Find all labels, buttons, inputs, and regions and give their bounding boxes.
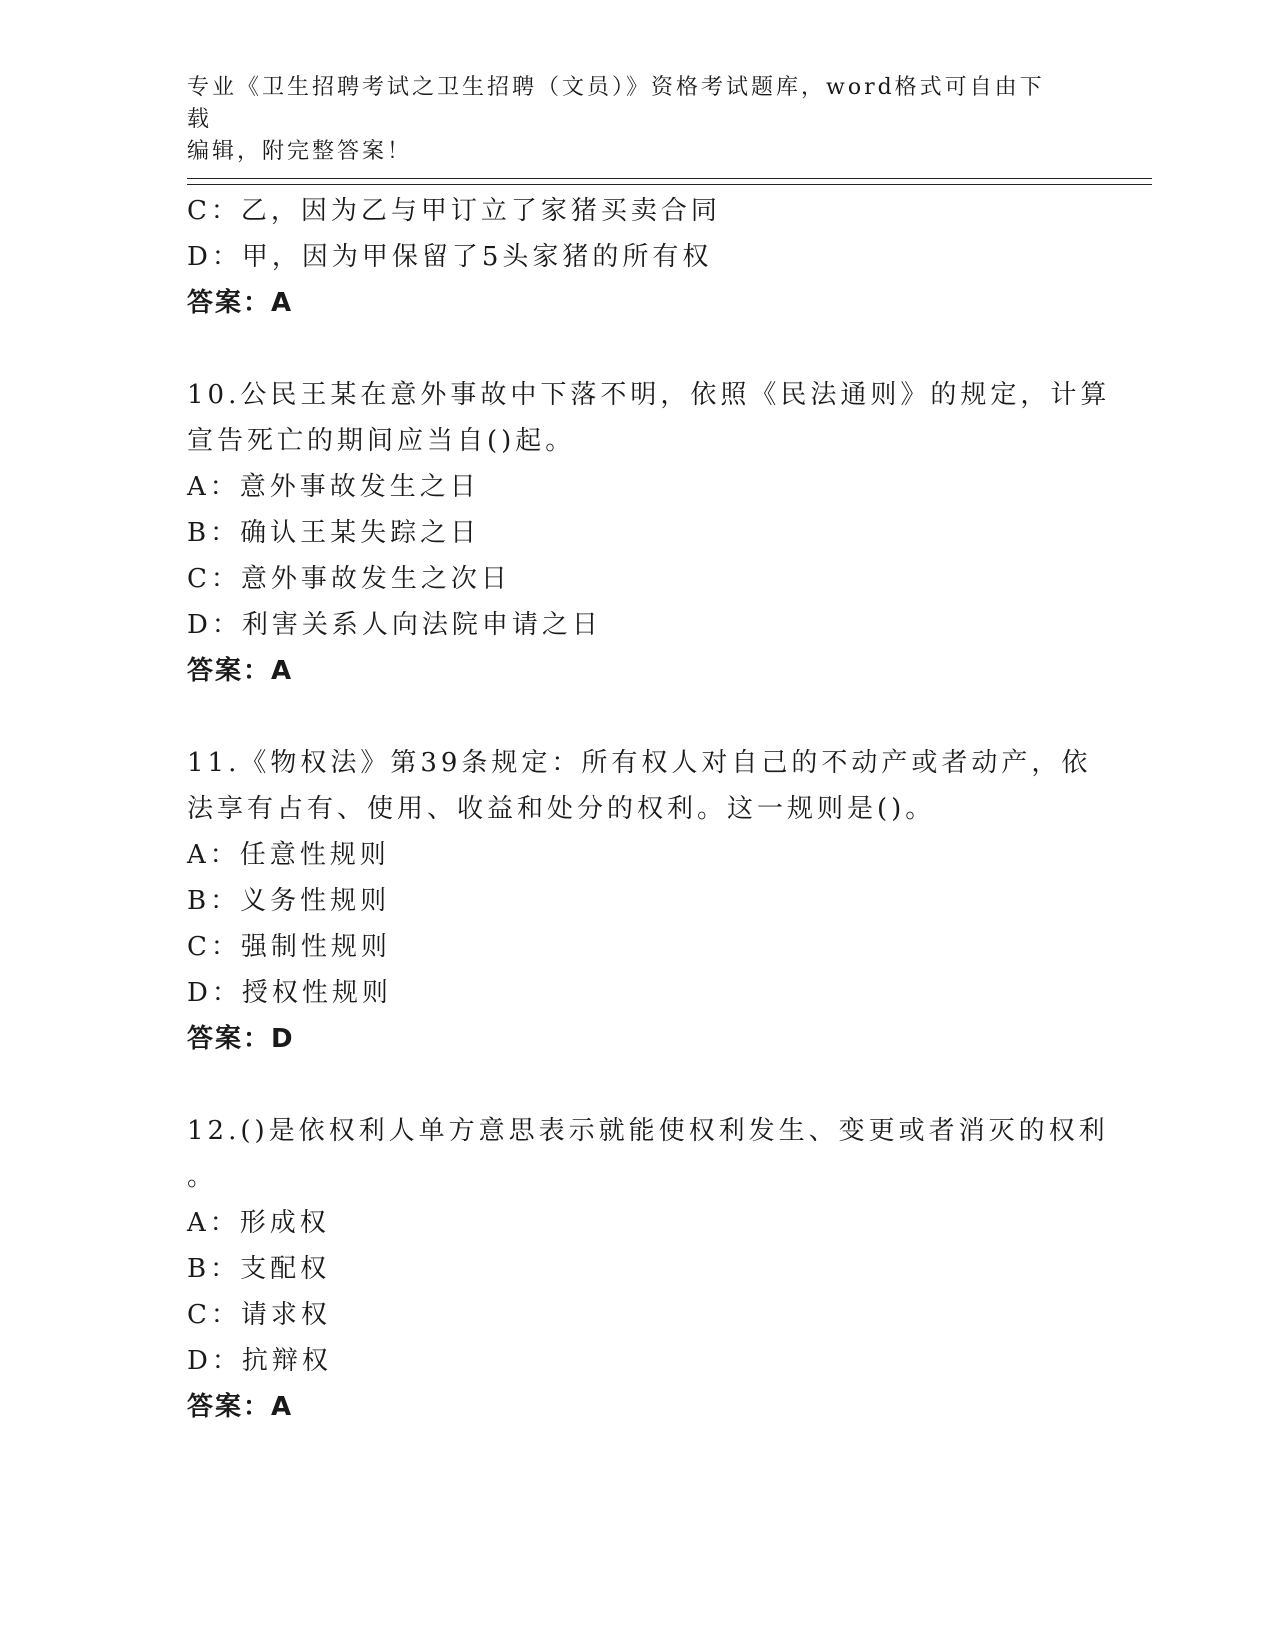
option-d: D：利害关系人向法院申请之日	[187, 610, 602, 640]
option-d: D：甲，因为甲保留了5头家猪的所有权	[187, 242, 713, 272]
spacer	[187, 326, 1087, 372]
question-stem-continued: 宣告死亡的期间应当自()起。	[187, 426, 576, 456]
question-stem-continued: 。	[187, 1162, 218, 1192]
option-b: B：支配权	[187, 1254, 331, 1284]
option-c: C：强制性规则	[187, 932, 391, 962]
option-a: A：任意性规则	[187, 840, 390, 870]
option-b: B：义务性规则	[187, 886, 391, 916]
question-stem: 12.()是依权利人单方意思表示就能使权利发生、变更或者消灭的权利	[187, 1116, 1109, 1146]
option-d: D：抗辩权	[187, 1346, 332, 1376]
answer-label: 答案：A	[187, 656, 294, 686]
question-stem: 11.《物权法》第39条规定：所有权人对自己的不动产或者动产，依	[187, 748, 1092, 778]
question-9-continued	[187, 188, 1087, 326]
option-c: C：请求权	[187, 1300, 331, 1330]
option-b: B：确认王某失踪之日	[187, 518, 481, 548]
page-header	[187, 72, 1067, 168]
option-c: C：乙，因为乙与甲订立了家猪买卖合同	[187, 196, 721, 226]
answer-label: 答案：A	[187, 288, 294, 318]
spacer	[187, 694, 1087, 740]
question-11	[187, 740, 1092, 1062]
question-list	[187, 188, 1111, 1430]
header-title-line-2: 编辑，附完整答案！	[187, 139, 413, 164]
header-title-line-1: 专业《卫生招聘考试之卫生招聘（文员）》资格考试题库，word格式可自由下载	[187, 75, 1045, 132]
header-divider	[187, 178, 1152, 185]
question-10	[187, 372, 1111, 694]
option-d: D：授权性规则	[187, 978, 392, 1008]
question-stem: 10.公民王某在意外事故中下落不明，依照《民法通则》的规定，计算	[187, 380, 1111, 410]
question-stem-continued: 法享有占有、使用、收益和处分的权利。这一规则是()。	[187, 794, 936, 824]
question-12	[187, 1108, 1109, 1430]
answer-label: 答案：A	[187, 1392, 294, 1422]
option-a: A：形成权	[187, 1208, 330, 1238]
answer-label: 答案：D	[187, 1024, 295, 1054]
option-c: C：意外事故发生之次日	[187, 564, 511, 594]
option-a: A：意外事故发生之日	[187, 472, 480, 502]
spacer	[187, 1062, 1087, 1108]
